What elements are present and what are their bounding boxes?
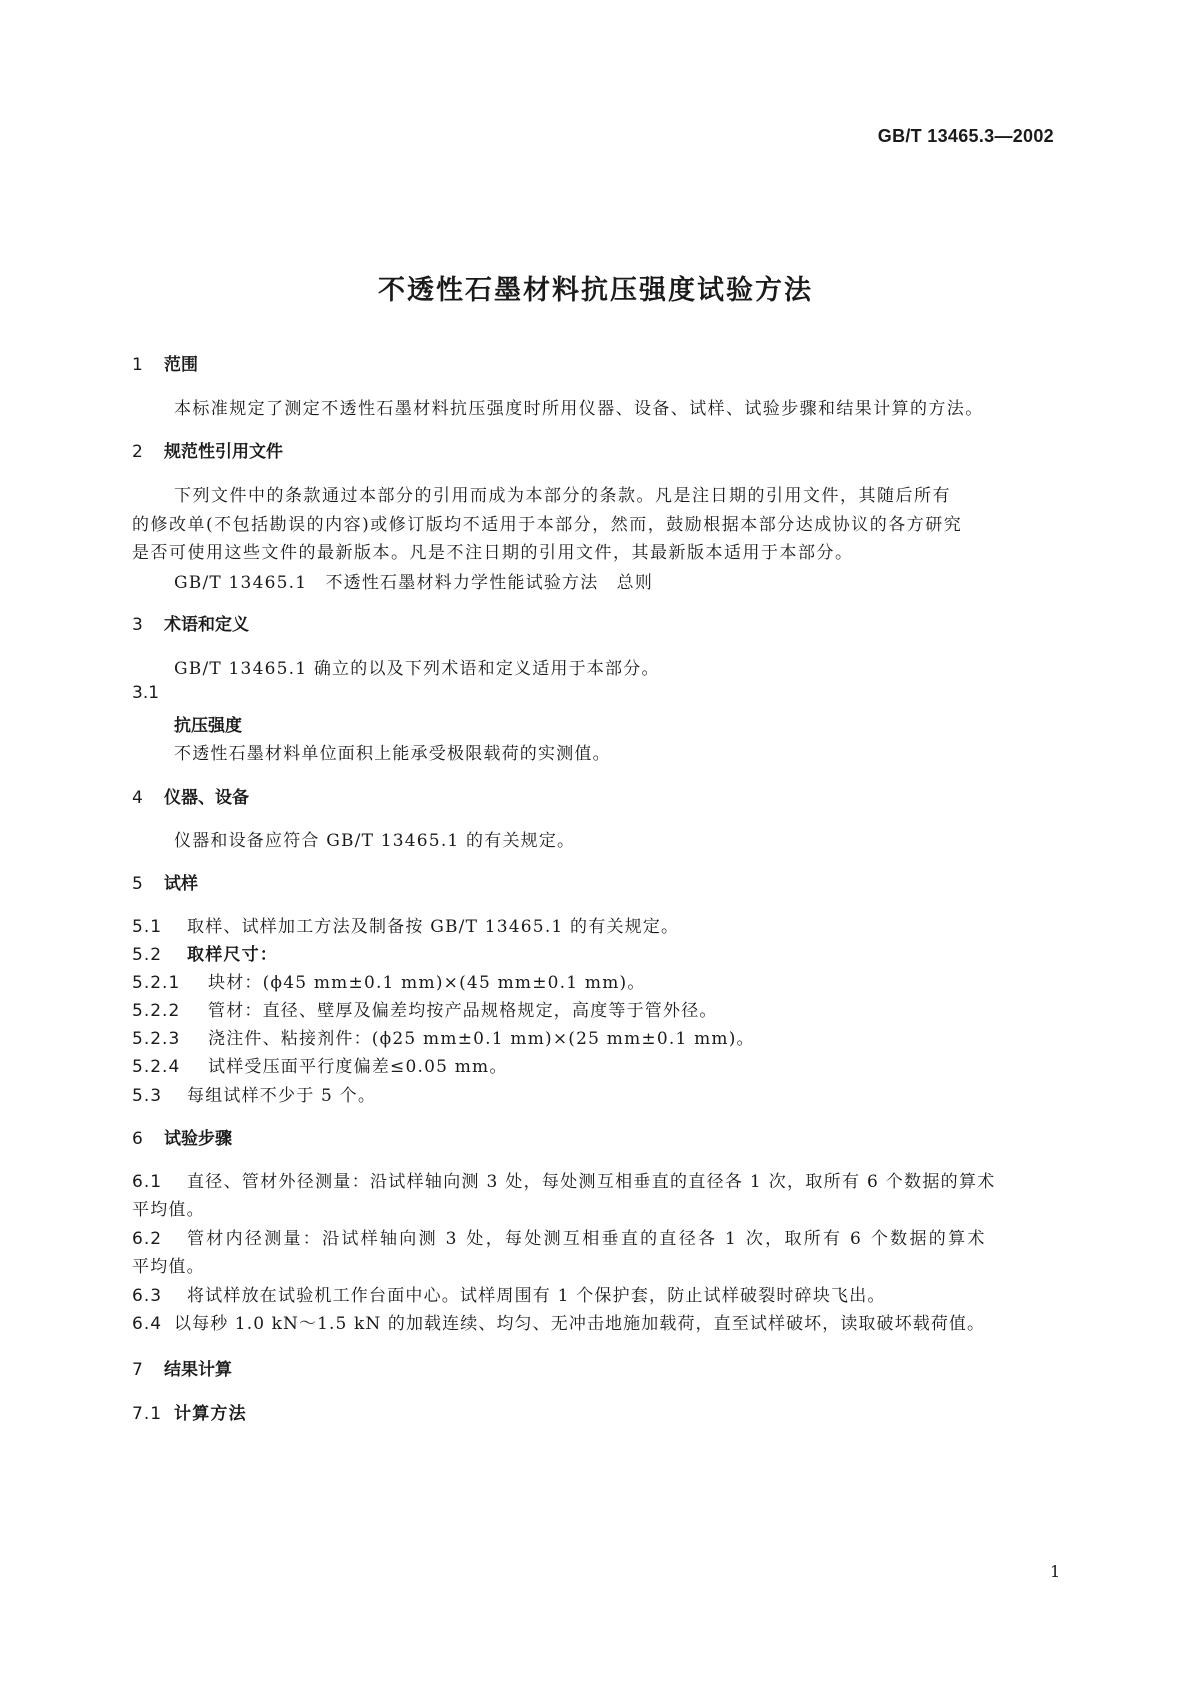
clause-number: 5.2.3 — [132, 1029, 181, 1049]
clause-5-3 — [132, 1081, 376, 1106]
clause-number: 5.2.2 — [132, 1001, 181, 1021]
clause-text: 以每秒 1.0 kN～1.5 kN 的加载连续、均匀、无冲击地施加载荷，直至试样破坏，读取破坏载荷值。 — [174, 1314, 986, 1334]
section-title: 范围 — [164, 355, 198, 375]
normative-reference: GB/T 13465.1 不透性石墨材料力学性能试验方法 总则 — [174, 573, 654, 593]
clause-6-2-continuation: 平均值。 — [132, 1257, 205, 1277]
clause-number: 6.2 — [132, 1229, 163, 1249]
clause-number: 6.3 — [132, 1286, 163, 1306]
clause-6-3 — [132, 1281, 886, 1306]
section-7-heading — [132, 1355, 232, 1380]
section-3-paragraph: GB/T 13465.1 确立的以及下列术语和定义适用于本部分。 — [174, 659, 660, 679]
section-3-heading — [132, 610, 249, 635]
clause-text: 每组试样不少于 5 个。 — [187, 1086, 377, 1106]
section-title: 仪器、设备 — [164, 788, 249, 808]
section-2-heading — [132, 437, 283, 462]
section-4-paragraph: 仪器和设备应符合 GB/T 13465.1 的有关规定。 — [174, 831, 576, 851]
clause-text: 浇注件、粘接剂件：(ϕ25 mm±0.1 mm)×(25 mm±0.1 mm)。 — [208, 1029, 755, 1049]
term-name: 抗压强度 — [174, 716, 242, 736]
clause-5-2-1 — [132, 968, 646, 993]
section-number: 3 — [132, 615, 143, 635]
clause-6-1-continuation: 平均值。 — [132, 1200, 205, 1220]
section-title: 术语和定义 — [164, 615, 249, 635]
clause-5-2 — [132, 940, 278, 965]
clause-6-4 — [132, 1309, 985, 1334]
clause-5-2-4 — [132, 1052, 508, 1077]
section-5-heading — [132, 869, 198, 894]
section-2-paragraph-line: 是否可使用这些文件的最新版本。凡是不注日期的引用文件，其最新版本适用于本部分。 — [132, 543, 854, 563]
document-title: 不透性石墨材料抗压强度试验方法 — [378, 275, 813, 306]
clause-text: 块材：(ϕ45 mm±0.1 mm)×(45 mm±0.1 mm)。 — [208, 973, 646, 993]
section-number: 1 — [132, 355, 143, 375]
clause-number: 6.4 — [132, 1314, 163, 1334]
section-1-heading — [132, 350, 198, 375]
clause-5-2-2 — [132, 996, 718, 1021]
section-4-heading — [132, 783, 249, 808]
clause-6-1 — [132, 1167, 996, 1192]
section-6-heading — [132, 1124, 232, 1149]
clause-5-1 — [132, 912, 679, 937]
clause-text: 管材：直径、壁厚及偏差均按产品规格规定，高度等于管外径。 — [208, 1001, 718, 1021]
clause-text: 将试样放在试验机工作台面中心。试样周围有 1 个保护套，防止试样破裂时碎块飞出。 — [187, 1286, 886, 1306]
clause-text: 直径、管材外径测量：沿试样轴向测 3 处，每处测互相垂直的直径各 1 次，取所有 6 个数据的算术 — [187, 1172, 996, 1192]
clause-number: 5.2.4 — [132, 1057, 181, 1077]
section-number: 5 — [132, 874, 143, 894]
section-number: 2 — [132, 442, 143, 462]
clause-text: 取样尺寸： — [187, 945, 278, 965]
section-number: 6 — [132, 1129, 143, 1149]
page-number: 1 — [1050, 1562, 1061, 1581]
section-2-paragraph-line: 下列文件中的条款通过本部分的引用而成为本部分的条款。凡是注日期的引用文件，其随后所有 — [174, 486, 951, 506]
clause-number: 7.1 — [132, 1404, 163, 1424]
section-number: 4 — [132, 788, 143, 808]
section-title: 规范性引用文件 — [164, 442, 283, 462]
clause-number: 6.1 — [132, 1172, 163, 1192]
clause-text: 试样受压面平行度偏差≤0.05 mm。 — [208, 1057, 508, 1077]
term-number: 3.1 — [132, 683, 160, 703]
section-title: 试样 — [164, 874, 198, 894]
section-2-paragraph-line: 的修改单(不包括勘误的内容)或修订版均不适用于本部分，然而，鼓励根据本部分达成协议的各方研究 — [132, 515, 963, 535]
section-title: 试验步骤 — [164, 1129, 232, 1149]
clause-6-2 — [132, 1224, 987, 1249]
clause-number: 5.1 — [132, 917, 163, 937]
clause-5-2-3 — [132, 1024, 755, 1049]
clause-text: 取样、试样加工方法及制备按 GB/T 13465.1 的有关规定。 — [187, 917, 680, 937]
clause-text: 管材内径测量：沿试样轴向测 3 处，每处测互相垂直的直径各 1 次，取所有 6 个数据的算术 — [187, 1229, 987, 1249]
clause-number: 5.3 — [132, 1086, 163, 1106]
standard-code: GB/T 13465.3—2002 — [877, 126, 1054, 146]
clause-7-1 — [132, 1399, 247, 1424]
section-number: 7 — [132, 1360, 143, 1380]
section-title: 结果计算 — [164, 1360, 232, 1380]
clause-number: 5.2 — [132, 945, 163, 965]
clause-number: 5.2.1 — [132, 973, 181, 993]
clause-text: 计算方法 — [174, 1404, 247, 1424]
section-1-paragraph: 本标准规定了测定不透性石墨材料抗压强度时所用仪器、设备、试样、试验步骤和结果计算的方法。 — [174, 399, 984, 419]
term-definition: 不透性石墨材料单位面积上能承受极限载荷的实测值。 — [174, 744, 611, 764]
